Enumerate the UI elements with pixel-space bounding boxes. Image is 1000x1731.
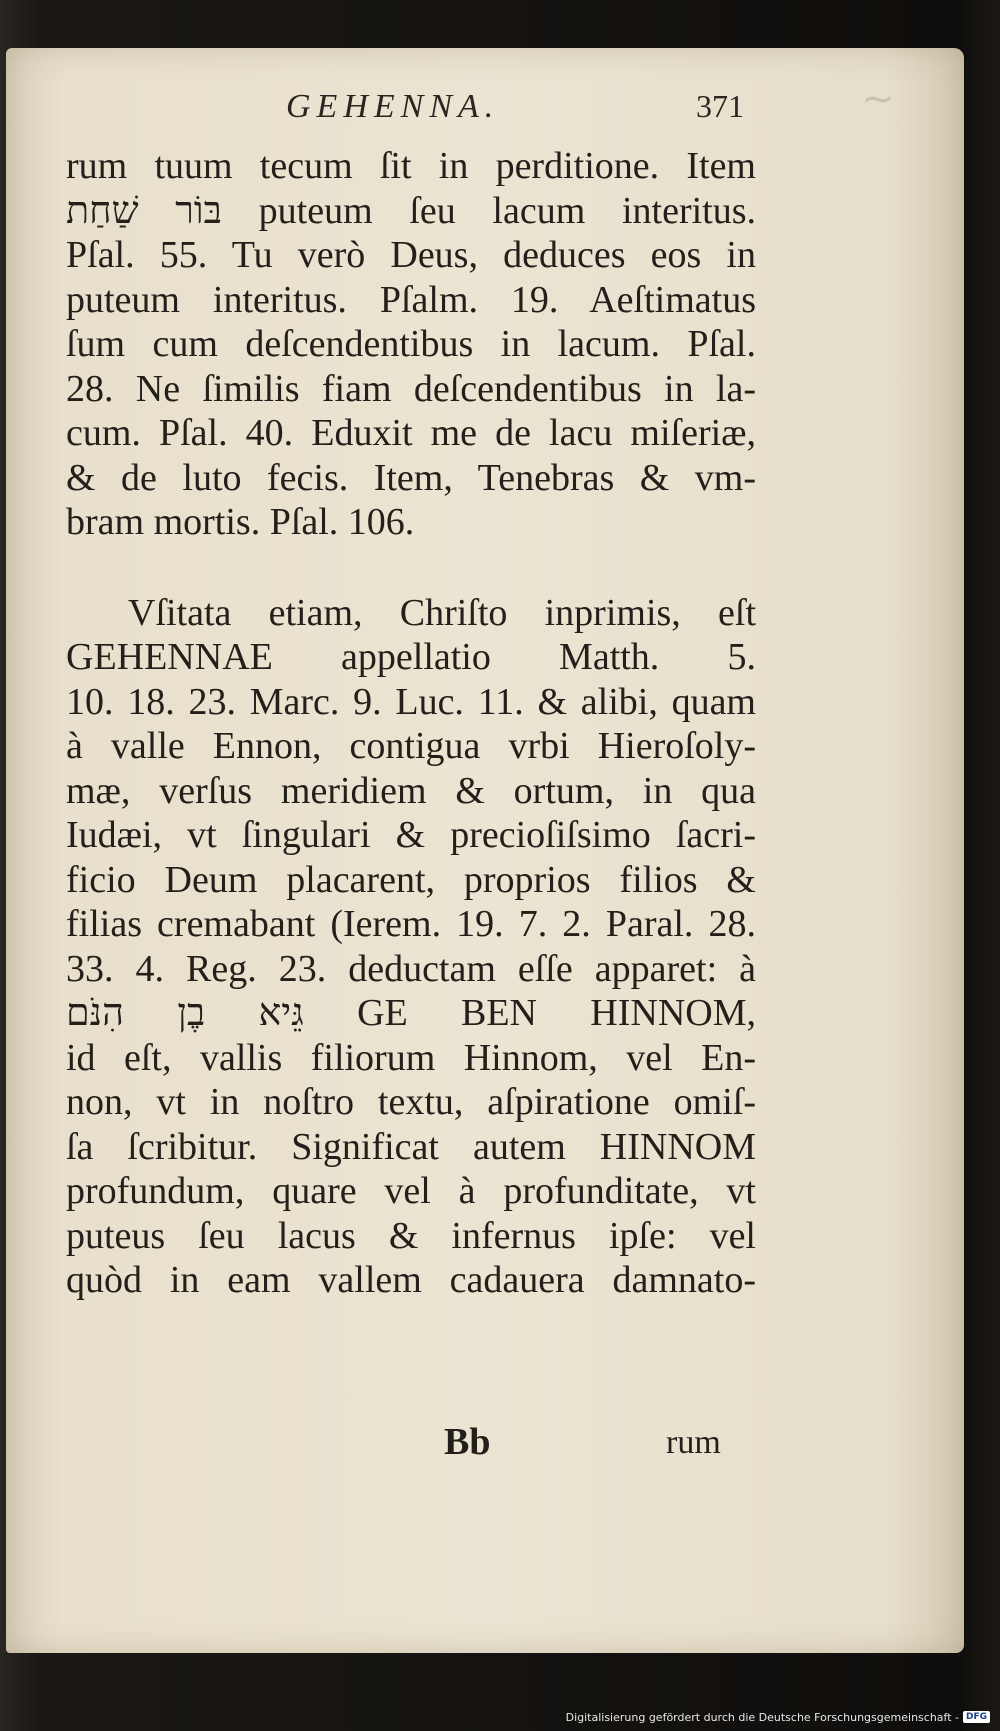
text-line: rum tuum tecum ſit in perditione. Item [66,145,756,187]
pencil-mark: ~ [861,76,895,122]
text-line: ſa ſcribitur. Significat autem HINNOM [66,1125,756,1168]
text-line: בּוֹר שַׁחַת puteum ſeu lacum interitus. [66,189,756,232]
text-line: GEHENNAE appellatio Matth. 5. [66,636,756,678]
text-line: profundum, quare vel à profunditate, vt [66,1170,756,1212]
text-line: filias cremabant (Ierem. 19. 7. 2. Paral. 28. [66,903,756,945]
dfg-logo: DFG [963,1711,990,1723]
text-line: 10. 18. 23. Marc. 9. Luc. 11. & alibi, quam [66,680,756,723]
credit-text: Digitalisierung gefördert durch die Deutsche Forschungsgemeinschaft - [565,1710,959,1724]
text-line: Pſal. 55. Tu verò Deus, deduces eos in [66,234,756,276]
text-line: cum. Pſal. 40. Eduxit me de lacu miſeriæ, [66,412,756,454]
text-line: Iudæi, vt ſingulari & precioſiſsimo ſacri- [66,814,756,856]
text-line: à valle Ennon, contigua vrbi Hieroſoly- [66,725,756,767]
page-number: 371 [696,88,744,124]
paragraph-gap [66,545,756,591]
page-header [6,88,964,138]
text-line: גֵּיא בֶן הִנֹּם GE BEN HINNOM, [66,992,756,1034]
digitization-credit [566,1709,990,1725]
signature-mark: Bb [444,1421,491,1463]
text-line: quòd in eam vallem cadauera damnato- [66,1259,756,1301]
page-footer [6,1420,964,1470]
running-title: GEHENNA. [286,88,500,125]
text-line: puteum interitus. Pſalm. 19. Aeſtimatus [66,278,756,321]
text-line: Vſitata etiam, Chriſto inprimis, eſt [128,591,756,634]
text-line: mæ, verſus meridiem & ortum, in qua [66,769,756,812]
text-line: & de luto fecis. Item, Tenebras & vm- [66,456,756,499]
text-line: 33. 4. Reg. 23. deductam eſſe apparet: à [66,947,756,990]
text-line: id eſt, vallis filiorum Hinnom, vel En- [66,1036,756,1079]
paragraph-2 [66,591,756,1303]
text-line: bram mortis. Pſal. 106. [66,501,415,543]
catchword: rum [666,1424,721,1461]
text-line: ficio Deum placarent, proprios filios & [66,858,756,901]
book-page [6,48,964,1653]
text-line: ſum cum deſcendentibus in lacum. Pſal. [66,323,756,365]
body-text [66,144,756,1303]
paragraph-1 [66,144,756,545]
text-line: non, vt in noſtro textu, aſpiratione omiſ- [66,1081,756,1123]
text-line: 28. Ne ſimilis fiam deſcendentibus in la- [66,367,756,410]
text-line: puteus ſeu lacus & infernus ipſe: vel [66,1214,756,1257]
